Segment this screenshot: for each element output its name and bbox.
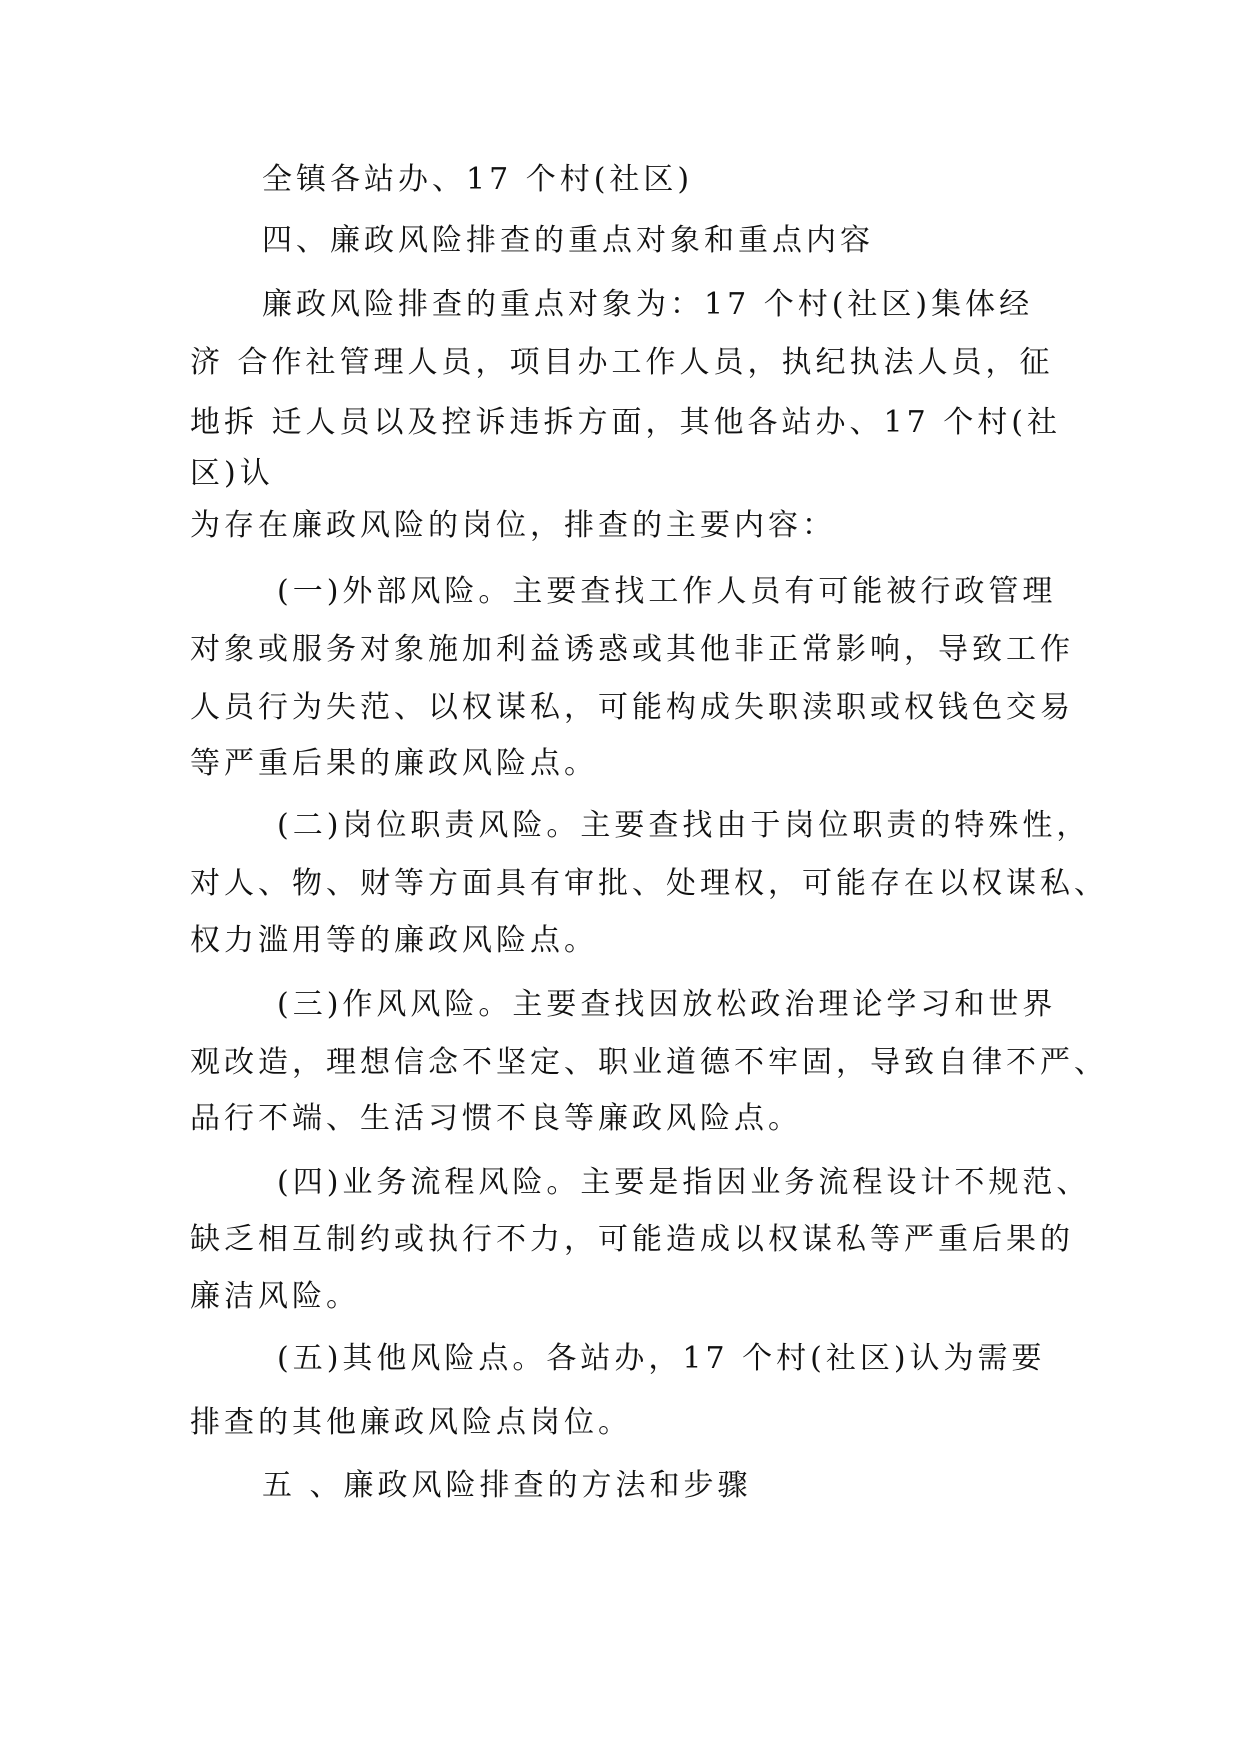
text-line-15: (三)作风风险。主要查找因放松政治理论学习和世界	[277, 987, 1057, 1022]
text-line-21: (五)其他风险点。各站办，17 个村(社区)认为需要	[277, 1341, 1046, 1376]
text-line-13: 对人、物、财等方面具有审批、处理权，可能存在以权谋私、	[190, 866, 1108, 901]
section-heading-5: 五 、廉政风险排查的方法和步骤	[262, 1468, 752, 1503]
text-line-1: 全镇各站办、17 个村(社区)	[262, 162, 694, 197]
text-line-19: 缺乏相互制约或执行不力，可能造成以权谋私等严重后果的	[190, 1222, 1074, 1257]
text-line-11: 等严重后果的廉政风险点。	[190, 746, 598, 781]
text-line-6: 区)认	[190, 456, 274, 491]
text-line-12: (二)岗位职责风险。主要查找由于岗位职责的特殊性，	[277, 808, 1091, 843]
section-heading-4: 四、廉政风险排查的重点对象和重点内容	[262, 223, 874, 258]
text-line-22: 排查的其他廉政风险点岗位。	[190, 1405, 632, 1440]
text-line-20: 廉洁风险。	[190, 1279, 360, 1314]
text-line-18: (四)业务流程风险。主要是指因业务流程设计不规范、	[277, 1165, 1091, 1200]
text-line-14: 权力滥用等的廉政风险点。	[190, 923, 598, 958]
text-line-7: 为存在廉政风险的岗位，排查的主要内容：	[190, 508, 836, 543]
text-line-3: 廉政风险排查的重点对象为：17 个村(社区)集体经	[262, 287, 1034, 322]
text-line-16: 观改造，理想信念不坚定、职业道德不牢固，导致自律不严、	[190, 1045, 1108, 1080]
text-line-10: 人员行为失范、以权谋私，可能构成失职渎职或权钱色交易	[190, 690, 1074, 725]
text-line-9: 对象或服务对象施加利益诱惑或其他非正常影响，导致工作	[190, 632, 1074, 667]
text-line-5: 地拆 迁人员以及控诉违拆方面，其他各站办、17 个村(社	[190, 405, 1061, 440]
text-line-4: 济 合作社管理人员，项目办工作人员，执纪执法人员，征	[190, 345, 1054, 380]
text-line-17: 品行不端、生活习惯不良等廉政风险点。	[190, 1101, 802, 1136]
text-line-8: (一)外部风险。主要查找工作人员有可能被行政管理	[277, 574, 1057, 609]
